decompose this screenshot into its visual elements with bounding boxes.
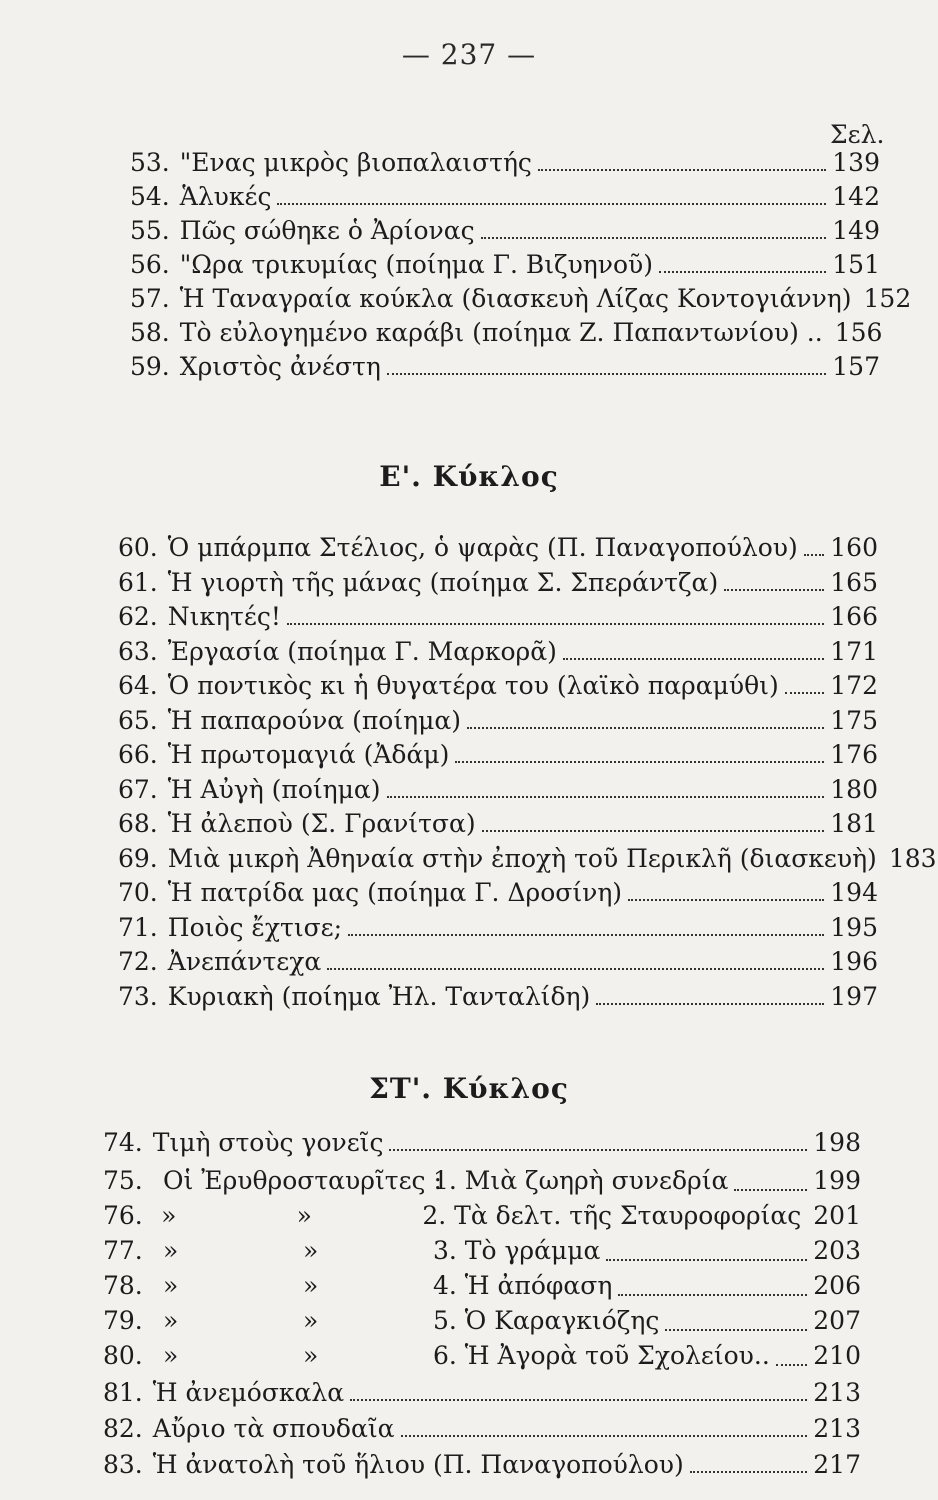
dot-leader: [659, 270, 826, 273]
toc-entry: [118, 673, 878, 698]
entry-number: 53.: [130, 148, 170, 177]
entry-number: 73.: [118, 981, 158, 1011]
toc-entry: [103, 1416, 861, 1441]
entry-number: 68.: [118, 809, 158, 838]
toc-entry: [118, 981, 878, 1011]
toc-entry: [103, 1452, 861, 1477]
dot-leader: [606, 1258, 807, 1261]
entry-title: Μιὰ μικρὴ Ἀθηναία στὴν ἐποχὴ τοῦ Περικλῆ (διασκευὴ): [167, 843, 877, 873]
entry-number: 54.: [130, 182, 170, 211]
entry-page: 160: [830, 533, 878, 562]
series-label: Οἱ Ἐρυθροσταυρῖτες :: [163, 1166, 442, 1195]
toc-entry: [130, 184, 880, 209]
entry-page: 213: [813, 1378, 861, 1407]
toc-entry: [103, 1380, 861, 1405]
toc-entry: [103, 1130, 861, 1155]
ditto-mark: »: [163, 1306, 179, 1335]
entry-page: 165: [830, 567, 878, 597]
entry-page: 196: [830, 947, 878, 976]
dot-leader: [804, 553, 825, 556]
entry-title: Ἡ παπαρούνα (ποίημα): [167, 705, 462, 735]
entry-number: 78.: [103, 1271, 143, 1300]
entry-number: 70.: [118, 878, 158, 907]
entry-title: Ἡ πατρίδα μας (ποίημα Γ. Δροσίνη): [167, 878, 623, 907]
entry-title: Ἁλυκές: [179, 182, 272, 211]
entry-number: 56.: [130, 250, 170, 279]
dot-leader: [538, 168, 826, 171]
entry-number: 80.: [103, 1341, 143, 1370]
toc-entry: [130, 150, 880, 175]
entry-title: 6. Ἡ Ἀγορὰ τοῦ Σχολείου..: [433, 1341, 770, 1370]
entry-page: 180: [830, 774, 878, 804]
entry-page: 139: [832, 148, 880, 177]
entry-number: 63.: [118, 636, 158, 666]
dot-leader: [618, 1293, 807, 1296]
entry-title: Ἐργασία (ποίημα Γ. Μαρκορᾶ): [167, 636, 557, 666]
dot-leader: [776, 1363, 808, 1366]
ditto-mark: »: [163, 1236, 179, 1265]
entry-page: 203: [813, 1236, 861, 1265]
toc-entry: [118, 742, 878, 767]
entry-number: 62.: [118, 602, 158, 631]
entry-page: 151: [832, 250, 880, 279]
entry-page: 207: [813, 1306, 861, 1335]
ditto-mark: »: [163, 1271, 179, 1300]
entry-number: 60.: [118, 533, 158, 562]
toc-entry: [118, 567, 878, 597]
entry-title: "Ωρα τρικυμίας (ποίημα Γ. Βιζυηνοῦ): [179, 250, 653, 279]
entry-title: 4. Ἡ ἀπόφαση: [433, 1271, 613, 1300]
entry-page: 149: [832, 216, 880, 245]
toc-entry: [130, 318, 883, 347]
entry-number: 77.: [103, 1236, 143, 1265]
dot-leader: [389, 1148, 807, 1151]
entry-page: 199: [813, 1166, 861, 1195]
entry-page: 201: [813, 1201, 861, 1230]
entry-title: "Ενας μικρὸς βιοπαλαιστής: [179, 148, 532, 177]
toc-series-entry: [103, 1201, 861, 1230]
entry-number: 69.: [118, 843, 158, 873]
section-heading-e: Ε'. Κύκλος: [379, 460, 559, 493]
entry-title: Ὁ μπάρμπα Στέλιος, ὁ ψαρὰς (Π. Παναγοπούλου): [167, 533, 798, 562]
ditto-mark: »: [296, 1201, 312, 1230]
entry-number: 55.: [130, 216, 170, 245]
toc-entry: [118, 912, 878, 942]
entry-number: 57.: [130, 284, 170, 313]
entry-number: 61.: [118, 567, 158, 597]
entry-title: Ἡ γιορτὴ τῆς μάνας (ποίημα Σ. Σπεράντζα): [167, 567, 719, 597]
entry-number: 74.: [103, 1128, 143, 1157]
entry-page: 176: [830, 740, 878, 769]
dot-leader: [628, 898, 824, 901]
entry-title: 1. Μιὰ ζωηρὴ συνεδρία: [433, 1166, 729, 1195]
entry-page: 171: [830, 636, 878, 666]
entry-title: Τὸ εὐλογημένο καράβι (ποίημα Ζ. Παπαντωνίου) ..: [179, 318, 823, 347]
dot-leader: [467, 726, 824, 729]
entry-number: 82.: [103, 1414, 143, 1443]
entry-title: Ἡ ἀνεμόσκαλα: [152, 1378, 345, 1407]
dot-leader: [401, 1434, 808, 1437]
entry-title: Πῶς σώθηκε ὁ Ἀρίονας: [179, 216, 475, 245]
entry-title: Ἡ Αὐγὴ (ποίημα): [167, 774, 381, 804]
toc-entry: [118, 843, 937, 873]
entry-number: 64.: [118, 671, 158, 700]
toc-entry: [130, 218, 880, 243]
entry-title: Ἡ ἀνατολὴ τοῦ ἥλιου (Π. Παναγοπούλου): [152, 1450, 684, 1479]
entry-page: 206: [813, 1271, 861, 1300]
entry-number: 72.: [118, 947, 158, 976]
entry-page: 213: [813, 1414, 861, 1443]
toc-series-entry: [103, 1166, 861, 1195]
entry-page: 172: [830, 671, 878, 700]
entry-title: 2. Τὰ δελτ. τῆς Σταυροφορίας: [422, 1201, 802, 1230]
entry-number: 75.: [103, 1166, 143, 1195]
entry-page: 183: [888, 843, 937, 873]
toc-series-entry: [103, 1341, 861, 1370]
entry-page: 210: [813, 1341, 861, 1370]
entry-number: 67.: [118, 774, 158, 804]
dot-leader: [481, 236, 827, 239]
entry-title: Ἀνεπάντεχα: [167, 947, 322, 976]
section-heading-st: ΣΤ'. Κύκλος: [369, 1072, 569, 1105]
page-number: — 237 —: [401, 38, 537, 71]
page-column-label: Σελ.: [830, 120, 885, 149]
dot-leader: [690, 1470, 808, 1473]
toc-entry: [118, 811, 878, 836]
toc-entry: [118, 604, 878, 629]
entry-title: 3. Τὸ γράμμα: [433, 1236, 601, 1265]
toc-entry: [118, 774, 878, 804]
dot-leader: [350, 1398, 807, 1401]
toc-entry: [130, 354, 880, 379]
entry-number: 83.: [103, 1450, 143, 1479]
dot-leader: [387, 372, 826, 375]
entry-number: 66.: [118, 740, 158, 769]
entry-title: Νικητές!: [167, 602, 281, 631]
dot-leader: [327, 967, 824, 970]
dot-leader: [724, 588, 824, 591]
entry-title: Χριστὸς ἀνέστη: [179, 352, 381, 381]
entry-title: Κυριακὴ (ποίημα Ἠλ. Τανταλίδη): [167, 981, 591, 1011]
entry-page: 197: [830, 981, 878, 1011]
entry-number: 58.: [130, 318, 170, 347]
dot-leader: [277, 202, 826, 205]
entry-page: 166: [830, 602, 878, 631]
entry-title: Ποιὸς ἔχτισε;: [167, 912, 343, 942]
dot-leader: [734, 1188, 807, 1191]
entry-title: Ὁ ποντικὸς κι ἡ θυγατέρα του (λαϊκὸ παραμύθι): [167, 671, 779, 700]
toc-entry: [118, 705, 878, 735]
ditto-mark: »: [161, 1201, 177, 1230]
entry-page: 156: [834, 318, 883, 347]
toc-series-entry: [103, 1306, 861, 1335]
toc-entry: [130, 284, 912, 313]
ditto-mark: »: [303, 1341, 319, 1370]
entry-number: 76.: [103, 1201, 143, 1230]
dot-leader: [387, 795, 825, 798]
entry-page: 194: [830, 878, 878, 907]
entry-page: 157: [832, 352, 880, 381]
entry-number: 65.: [118, 705, 158, 735]
toc-entry: [118, 636, 878, 666]
dot-leader: [563, 657, 824, 660]
entry-number: 81.: [103, 1378, 143, 1407]
toc-entry: [118, 535, 878, 560]
entry-title: Ἡ πρωτομαγιά (Ἀδάμ): [167, 740, 450, 769]
ditto-mark: »: [303, 1306, 319, 1335]
ditto-mark: »: [303, 1236, 319, 1265]
entry-page: 175: [830, 705, 878, 735]
toc-entry: [130, 252, 880, 277]
dot-leader: [785, 691, 825, 694]
entry-number: 59.: [130, 352, 170, 381]
toc-entry: [118, 880, 878, 905]
entry-title: 5. Ὁ Καραγκιόζης: [433, 1306, 660, 1335]
ditto-mark: »: [303, 1271, 319, 1300]
entry-title: Αὔριο τὰ σπουδαῖα: [152, 1414, 395, 1443]
entry-number: 79.: [103, 1306, 143, 1335]
toc-series-entry: [103, 1271, 861, 1300]
dot-leader: [455, 760, 824, 763]
entry-page: 181: [830, 809, 878, 838]
dot-leader: [287, 622, 824, 625]
ditto-mark: »: [163, 1341, 179, 1370]
entry-title: Ἡ ἀλεποὺ (Σ. Γρανίτσα): [167, 809, 476, 838]
toc-entry: [118, 949, 878, 974]
dot-leader: [348, 933, 824, 936]
entry-page: 195: [830, 912, 878, 942]
entry-number: 71.: [118, 912, 158, 942]
dot-leader: [482, 829, 825, 832]
entry-page: 198: [813, 1128, 861, 1157]
dot-leader: [596, 1002, 824, 1005]
entry-page: 217: [813, 1450, 861, 1479]
entry-title: Τιμὴ στοὺς γονεῖς: [152, 1128, 384, 1157]
entry-page: 142: [832, 182, 880, 211]
dot-leader: [665, 1328, 807, 1331]
entry-title: Ἡ Ταναγραία κούκλα (διασκευὴ Λίζας Κοντογιάννη): [179, 284, 852, 313]
toc-series-entry: [103, 1236, 861, 1265]
entry-page: 152: [863, 284, 912, 313]
